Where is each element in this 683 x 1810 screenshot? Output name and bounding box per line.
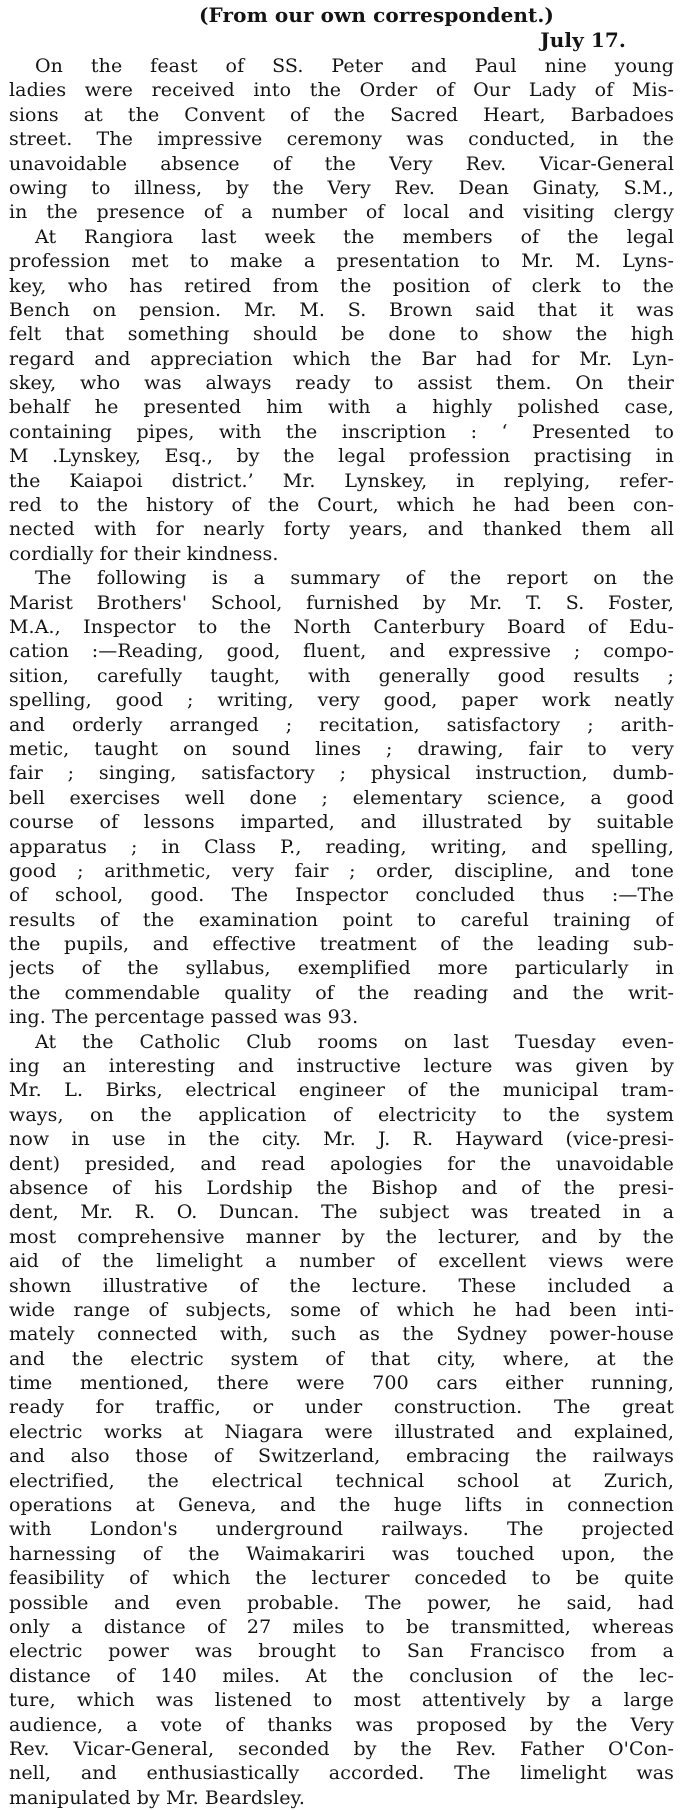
paragraph-line: The following is a summary of the report on the: [35, 567, 674, 590]
article-date: July 17.: [540, 28, 626, 52]
paragraph-line: felt that something should be done to show the high: [9, 323, 674, 346]
paragraph-line: nected with for nearly forty years, and thanked them all: [9, 518, 674, 541]
paragraph-line: feasibility of which the lecturer conceded to be quite: [9, 1567, 674, 1590]
paragraph-line: skey, who was always ready to assist them. On their: [9, 372, 674, 395]
paragraph-line: distance of 140 miles. At the conclusion of the lec-: [9, 1664, 674, 1687]
paragraph-line: possible and even probable. The power, he said, had: [9, 1591, 674, 1614]
paragraph-line: operations at Geneva, and the huge lifts in connection: [9, 1494, 674, 1517]
article-paragraph: [9, 225, 674, 566]
article-heading: (From our own correspondent.): [198, 3, 554, 27]
article-paragraph: [9, 1030, 674, 1810]
paragraph-line: most comprehensive manner by the lecturer, and by the: [9, 1225, 674, 1248]
paragraph-line: On the feast of SS. Peter and Paul nine young: [35, 55, 674, 77]
paragraph-line: only a distance of 27 miles to be transmitted, whereas: [9, 1616, 674, 1638]
paragraph-line: ladies were received into the Order of Our Lady of Mis-: [9, 79, 674, 102]
paragraph-line: owing to illness, by the Very Rev. Dean Ginaty, S.M.,: [9, 176, 674, 199]
paragraph-line: street. The impressive ceremony was conducted, in the: [9, 128, 674, 151]
paragraph-line: cordially for their kindness.: [9, 542, 279, 565]
paragraph-line: electrified, the electrical technical school at Zurich,: [9, 1469, 674, 1492]
paragraph-line: containing pipes, with the inscription : ‘ Presented to: [9, 420, 674, 443]
paragraph-line: wide range of subjects, some of which he had been inti-: [9, 1298, 674, 1321]
article-paragraph: [9, 54, 674, 225]
paragraph-line: metic, taught on sound lines ; drawing, fair to very: [9, 737, 674, 760]
paragraph-line: the Kaiapoi district.’ Mr. Lynskey, in replying, refer-: [9, 469, 674, 492]
paragraph-line: spelling, good ; writing, very good, paper work neatly: [9, 689, 674, 712]
paragraph-line: key, who has retired from the position of clerk to the: [9, 274, 674, 297]
paragraph-line: Mr. L. Birks, electrical engineer of the municipal tram-: [9, 1079, 674, 1102]
paragraph-line: red to the history of the Court, which he had been con-: [9, 494, 674, 517]
paragraph-line: ready for traffic, or under construction. The great: [9, 1396, 674, 1419]
paragraph-line: unavoidable absence of the Very Rev. Vicar-General: [9, 152, 674, 175]
paragraph-line: electric power was brought to San Francisco from a: [9, 1640, 674, 1663]
paragraph-line: dent, Mr. R. O. Duncan. The subject was treated in a: [9, 1201, 674, 1224]
paragraph-line: fair ; singing, satisfactory ; physical instruction, dumb-: [9, 762, 674, 785]
paragraph-line: ways, on the application of electricity to the system: [9, 1103, 674, 1126]
paragraph-line: ture, which was listened to most attentively by a large: [9, 1689, 674, 1712]
paragraph-line: behalf he presented him with a highly polished case,: [9, 396, 674, 419]
paragraph-line: electric works at Niagara were illustrated and explained,: [9, 1420, 674, 1443]
article-paragraph: [9, 566, 674, 1029]
paragraph-line: audience, a vote of thanks was proposed by the Very: [9, 1713, 674, 1736]
paragraph-line: aid of the limelight a number of excellent views were: [9, 1250, 674, 1273]
paragraph-line: profession met to make a presentation to Mr. M. Lyns-: [9, 250, 674, 273]
paragraph-line: course of lessons imparted, and illustrated by suitable: [9, 811, 674, 834]
paragraph-line: time mentioned, there were 700 cars either running,: [9, 1372, 674, 1395]
paragraph-line: shown illustrative of the lecture. These included a: [9, 1274, 674, 1297]
paragraph-line: sition, carefully taught, with generally good results ;: [9, 664, 674, 687]
paragraph-line: and the electric system of that city, where, at the: [9, 1347, 674, 1370]
paragraph-line: ing an interesting and instructive lecture was given by: [9, 1055, 674, 1078]
paragraph-line: good ; arithmetic, very fair ; order, discipline, and tone: [9, 859, 674, 882]
paragraph-line: sions at the Convent of the Sacred Heart, Barbadoes: [9, 103, 674, 126]
paragraph-line: now in use in the city. Mr. J. R. Hayward (vice-presi-: [9, 1128, 674, 1151]
paragraph-line: in the presence of a number of local and visiting clergy: [9, 201, 674, 224]
paragraph-line: jects of the syllabus, exemplified more particularly in: [9, 957, 674, 980]
paragraph-line: results of the examination point to careful training of: [9, 908, 674, 931]
paragraph-line: M .Lynskey, Esq., by the legal profession practising in: [9, 445, 674, 468]
paragraph-line: At the Catholic Club rooms on last Tuesday even-: [35, 1030, 674, 1053]
paragraph-line: apparatus ; in Class P., reading, writing, and spelling,: [9, 835, 674, 858]
paragraph-line: bell exercises well done ; elementary science, a good: [9, 786, 674, 809]
paragraph-line: dent) presided, and read apologies for the unavoidable: [9, 1152, 674, 1175]
paragraph-line: absence of his Lordship the Bishop and of the presi-: [9, 1176, 674, 1199]
paragraph-line: manipulated by Mr. Beardsley.: [9, 1786, 306, 1809]
paragraph-line: ing. The percentage passed was 93.: [9, 1006, 359, 1029]
paragraph-line: with London's underground railways. The projected: [9, 1518, 674, 1541]
paragraph-line: nell, and enthusiastically accorded. The limelight was: [9, 1762, 674, 1785]
paragraph-line: regard and appreciation which the Bar had for Mr. Lyn-: [9, 347, 674, 370]
paragraph-line: mately connected with, such as the Sydney power-house: [9, 1323, 674, 1346]
paragraph-line: M.A., Inspector to the North Canterbury Board of Edu-: [9, 615, 674, 638]
paragraph-line: and orderly arranged ; recitation, satisfactory ; arith-: [9, 713, 674, 736]
paragraph-line: At Rangiora last week the members of the legal: [35, 225, 674, 248]
paragraph-line: the pupils, and effective treatment of the leading sub-: [9, 933, 674, 956]
paragraph-line: Rev. Vicar-General, seconded by the Rev. Father O'Con-: [9, 1737, 674, 1760]
paragraph-line: cation :—Reading, good, fluent, and expressive ; compo-: [9, 640, 674, 663]
paragraph-line: Marist Brothers' School, furnished by Mr. T. S. Foster,: [9, 591, 674, 614]
paragraph-line: and also those of Switzerland, embracing the railways: [9, 1445, 674, 1468]
paragraph-line: of school, good. The Inspector concluded thus :—The: [9, 884, 674, 907]
paragraph-line: the commendable quality of the reading and the writ-: [9, 981, 674, 1004]
paragraph-line: harnessing of the Waimakariri was touched upon, the: [9, 1542, 674, 1565]
paragraph-line: Bench on pension. Mr. M. S. Brown said that it was: [9, 298, 674, 321]
